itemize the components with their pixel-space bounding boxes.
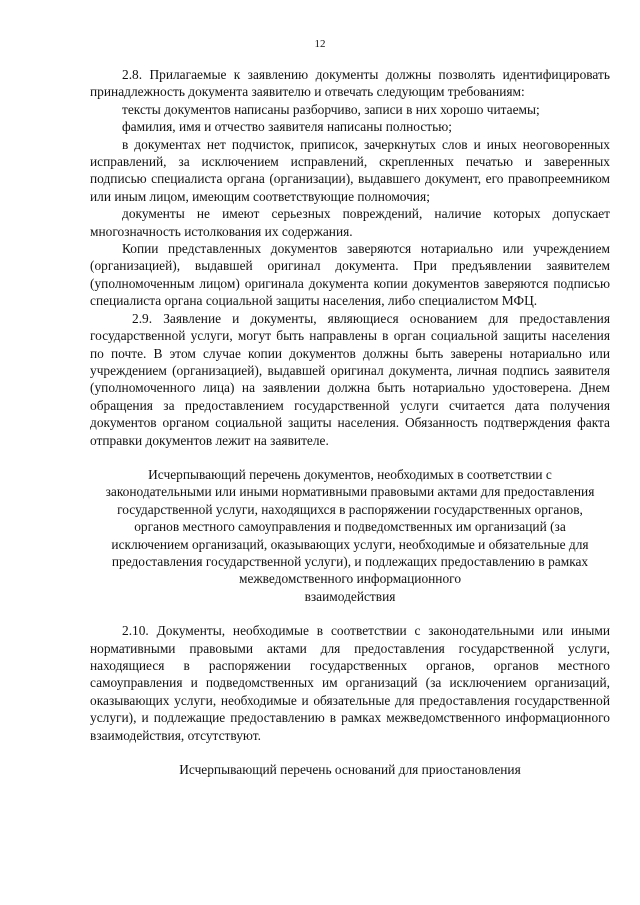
paragraph-2-10: 2.10. Документы, необходимые в соответствии с законодательными или иными нормативными правовыми актами для предоставления государственной услуги, находящиеся в распоряжении государственных органов, органов местного самоуправления и подведомственных им организаций (за исключением организаций, оказывающих услуги, необходимые и обязательные для предоставления государственной услуги), и подлежащие предоставлению в рамках межведомственного информационного взаимодействия, отсутствуют.: [90, 623, 610, 743]
paragraph-copies-certification: Копии представленных документов заверяются нотариально или учреждением (организацией), выдавшей оригинал документа. При предъявлении заявителем (уполномоченным лицом) оригинала документа копии документов заверяются подписью специалиста органа социальной защиты населения, либо специалистом МФЦ.: [90, 241, 610, 309]
requirement-no-corrections: в документах нет подчисток, приписок, зачеркнутых слов и иных неоговоренных исправлений, за исключением исправлений, скрепленных печатью и заверенных подписью специалиста органа (организации), выдавшего документ, его правопреемником или иным лицом, имеющим соответствующие полномочия;: [90, 136, 610, 204]
spacer: [90, 449, 610, 466]
requirement-full-name: фамилия, имя и отчество заявителя написаны полностью;: [122, 119, 452, 135]
page-number: 12: [314, 38, 326, 50]
requirement-legible: тексты документов написаны разборчиво, записи в них хорошо читаемы;: [122, 101, 540, 117]
paragraph-2-8-intro: 2.8. Прилагаемые к заявлению документы должны позволять идентифицировать принадлежность документа заявителю и отвечать следующим требованиям:: [90, 67, 610, 100]
requirement-no-damage: документы не имеют серьезных повреждений, наличие которых допускает многозначность истолкования их содержания.: [90, 206, 610, 239]
spacer: [90, 605, 610, 622]
section-heading-suspension-grounds: Исчерпывающий перечень оснований для приостановления: [179, 762, 521, 778]
spacer: [90, 744, 610, 761]
section-heading-documents-list: Исчерпывающий перечень документов, необходимых в соответствии с законодательными или иными нормативными правовыми актами для предоставления государственной услуги, находящихся в распоряжении государственных органов, органов местного самоуправления и подведомственных им организаций (за исключением организаций, оказывающих услуги, необходимые и обязательные для предоставления государственной услуги), и подлежащих предоставлению в рамках межведомственного информационного: [105, 466, 595, 587]
section-heading-documents-list-end: взаимодействия: [304, 588, 396, 604]
document-body: [90, 66, 610, 778]
paragraph-2-9: 2.9. Заявление и документы, являющиеся основанием для предоставления государственной услуги, могут быть направлены в орган социальной защиты населения по почте. В этом случае копии документов должны быть заверены нотариально или учреждением (организацией), выдавшей оригинал документа, личная подпись заявителя (уполномоченного лица) на заявлении должна быть нотариально удостоверена. Днем обращения за предоставлением государственной услуги считается дата получения документов органом социальной защиты населения. Обязанность подтверждения факта отправки документов лежит на заявителе.: [90, 310, 610, 448]
